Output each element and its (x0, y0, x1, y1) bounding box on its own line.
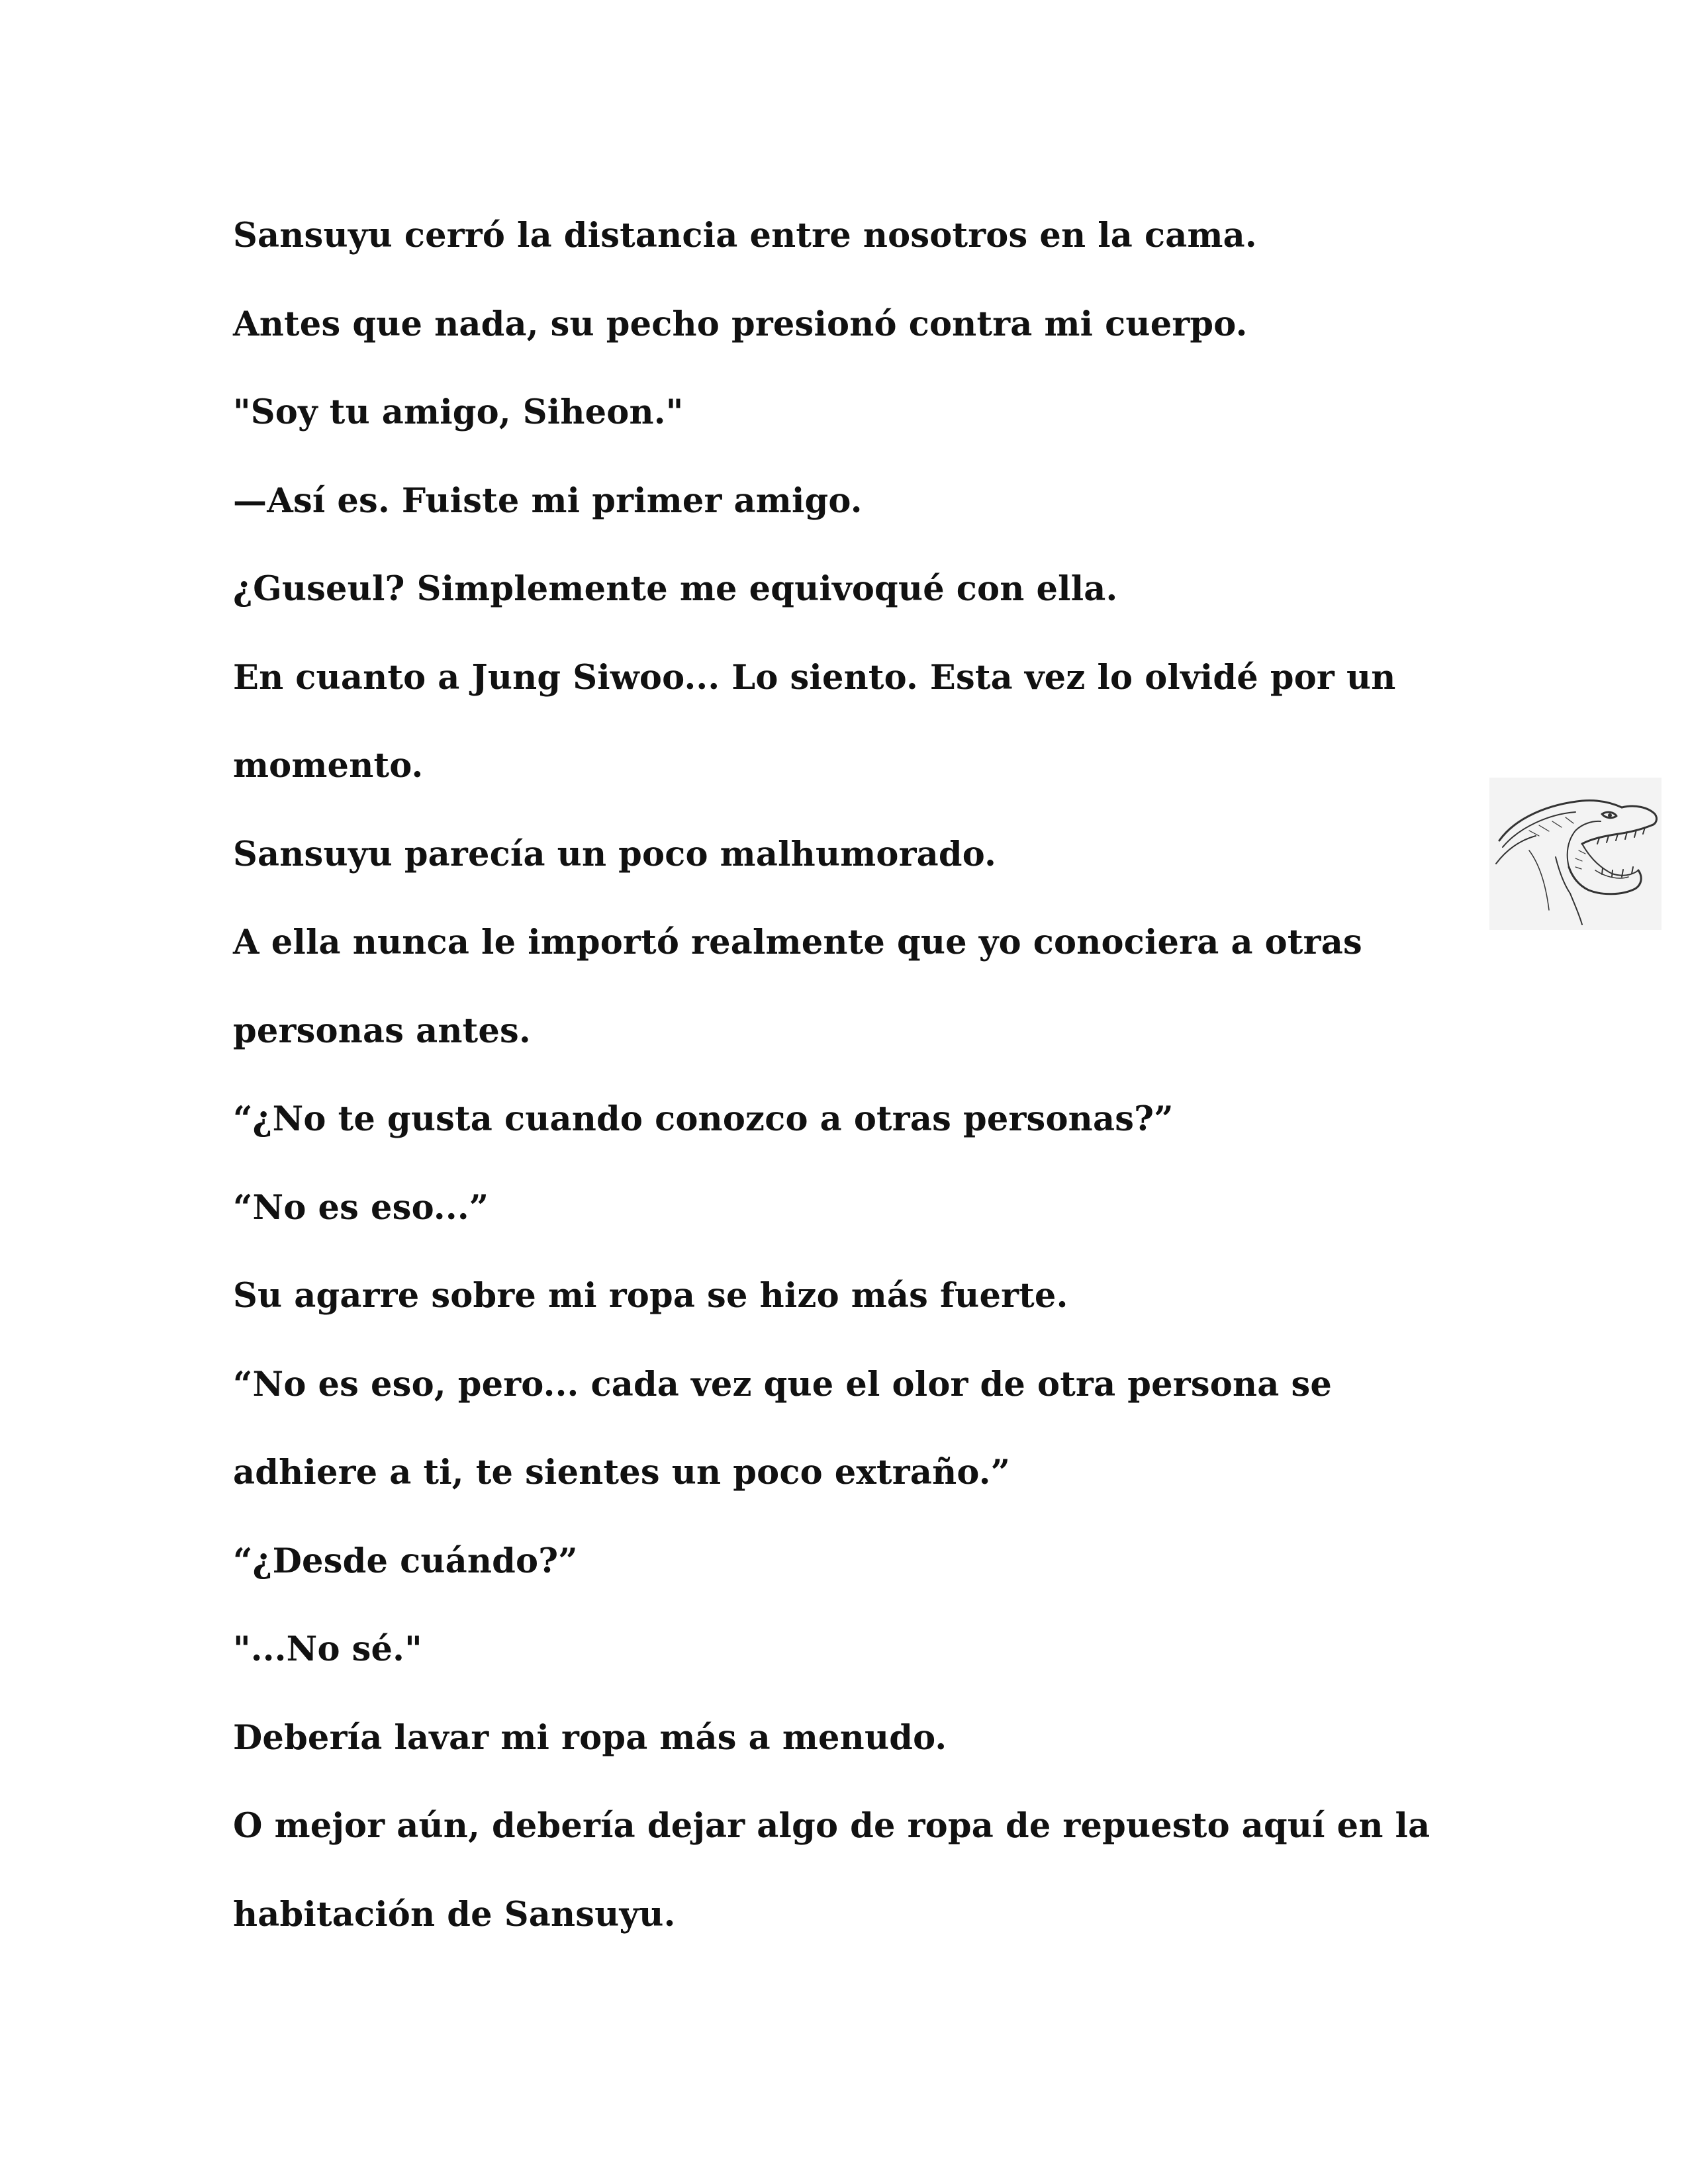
text-line: "...No sé." (233, 1629, 422, 1669)
text-line: “¿No te gusta cuando conozco a otras personas?” (233, 1099, 1174, 1139)
text-line: habitación de Sansuyu. (233, 1894, 676, 1934)
dinosaur-head-sketch-icon (1489, 778, 1662, 930)
story-text (233, 192, 1458, 1959)
text-line: Debería lavar mi ropa más a menudo. (233, 1717, 947, 1758)
text-line: O mejor aún, debería dejar algo de ropa de repuesto aquí en la (233, 1806, 1430, 1846)
text-line: momento. (233, 746, 424, 786)
text-line: personas antes. (233, 1011, 531, 1051)
text-line: “No es eso, pero... cada vez que el olor de otra persona se (233, 1364, 1333, 1404)
text-line: adhiere a ti, te sientes un poco extraño.” (233, 1453, 1011, 1492)
text-line: “¿Desde cuándo?” (233, 1541, 578, 1581)
text-line: A ella nunca le importó realmente que yo conociera a otras (233, 923, 1362, 962)
text-line: —Así es. Fuiste mi primer amigo. (233, 480, 863, 521)
text-line: En cuanto a Jung Siwoo... Lo siento. Esta vez lo olvidé por un (233, 657, 1396, 698)
text-line: Sansuyu parecía un poco malhumorado. (233, 834, 997, 874)
text-line: Su agarre sobre mi ropa se hizo más fuerte. (233, 1276, 1068, 1316)
text-line: “No es eso...” (233, 1187, 489, 1228)
text-line: Sansuyu cerró la distancia entre nosotros en la cama. (233, 216, 1257, 255)
text-line: ¿Guseul? Simplemente me equivoqué con ella. (233, 569, 1118, 609)
text-line: Antes que nada, su pecho presionó contra mi cuerpo. (233, 304, 1248, 344)
text-line: "Soy tu amigo, Siheon." (233, 392, 684, 432)
